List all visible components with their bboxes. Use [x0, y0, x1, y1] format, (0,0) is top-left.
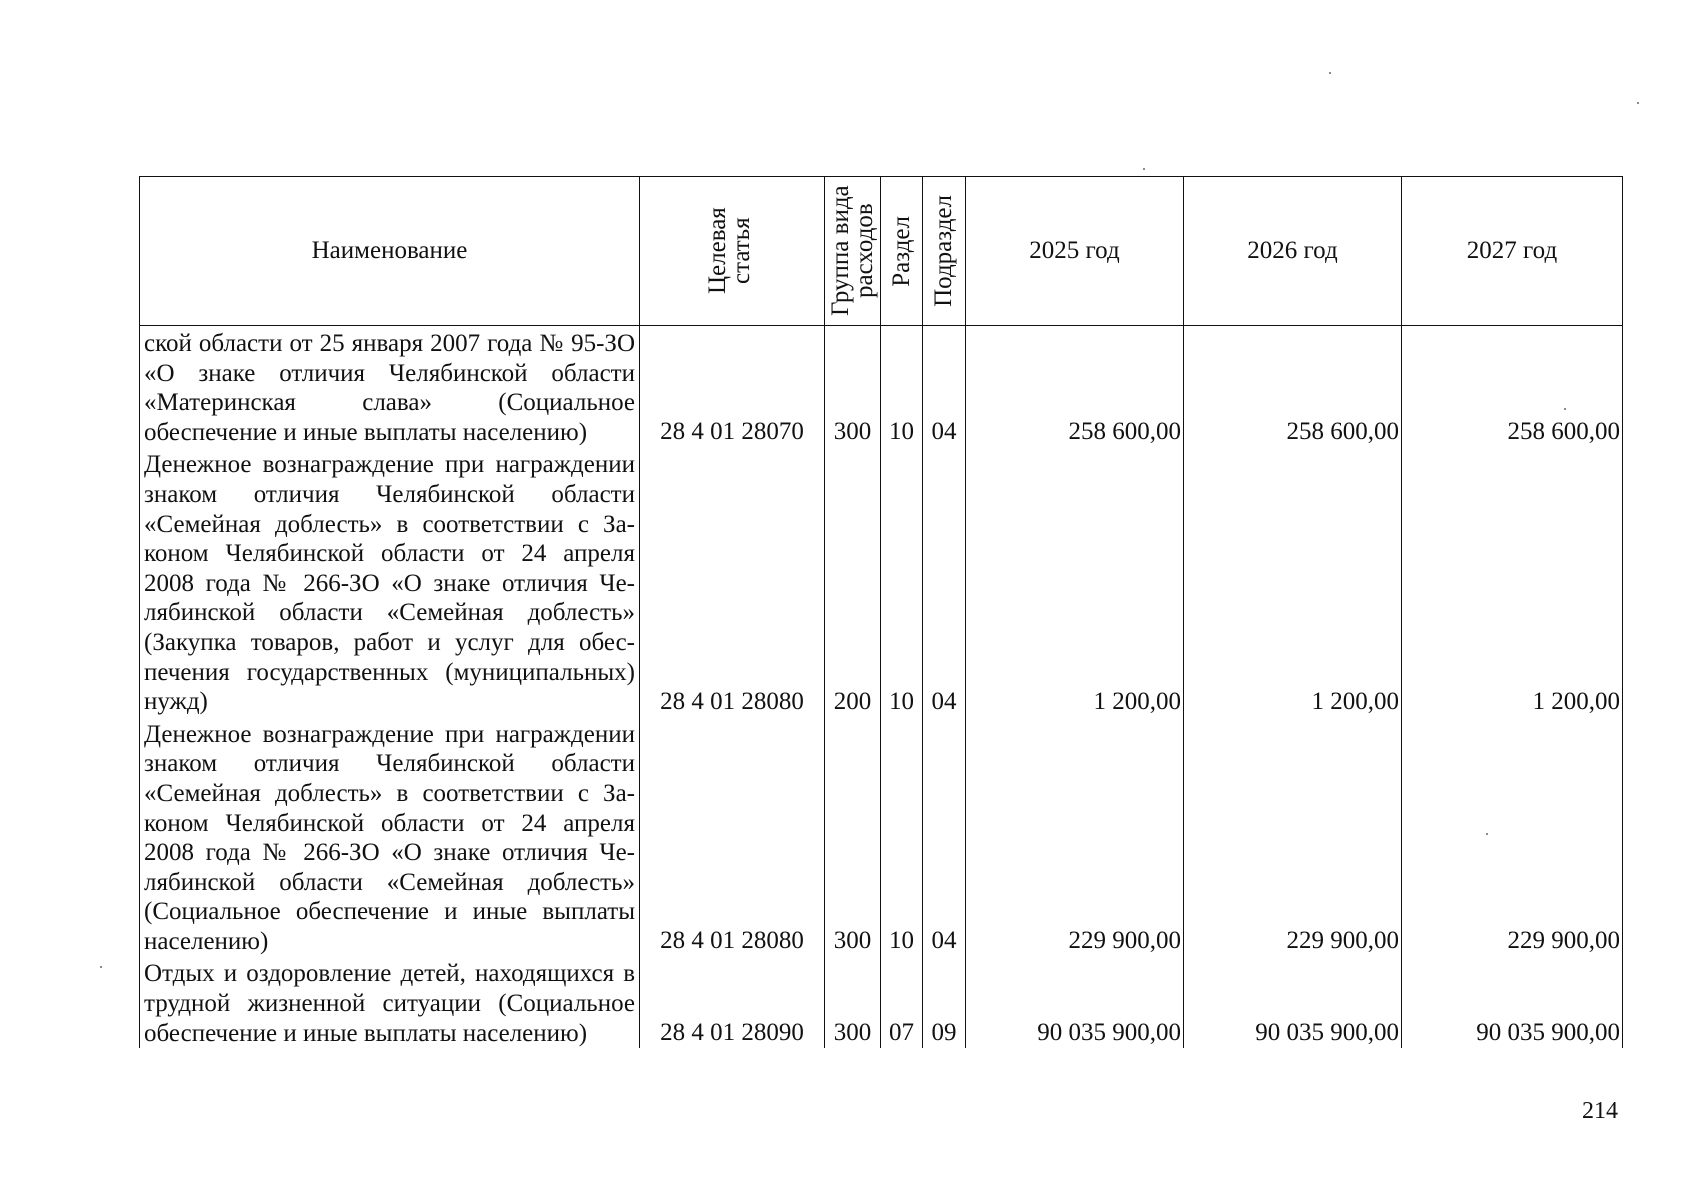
row-subsection: 09	[923, 956, 966, 1048]
row-amount-2027: 229 900,00	[1402, 717, 1623, 957]
row-amount-2026: 229 900,00	[1184, 717, 1402, 957]
row-subsection: 04	[923, 447, 966, 716]
page-number: 214	[1582, 1098, 1618, 1124]
table-row	[140, 447, 1623, 716]
header-target-article-label: Целевая статья	[704, 207, 755, 295]
row-amount-2027: 90 035 900,00	[1402, 956, 1623, 1048]
header-year-2025: 2025 год	[966, 177, 1184, 326]
scan-speck	[1637, 102, 1639, 104]
table-row	[140, 717, 1623, 957]
table-row	[140, 956, 1623, 1048]
row-name: Денежное вознаграждение при награждении знаком отличия Челябинской области «Семейная доблесть» в соответствии с Законом Челябинской области от 24 апреля 2008 года № 266-ЗО «О знаке отличия Челябинской области «Семейная доблесть» (Социальное обеспечение и иные выплаты населению)	[140, 717, 640, 957]
header-expense-group-label: Группа вида расходов	[826, 185, 878, 317]
header-section-label: Раздел	[887, 215, 915, 287]
header-name: Наименование	[140, 177, 640, 326]
row-amount-2026: 1 200,00	[1184, 447, 1402, 716]
row-expense-group: 200	[825, 447, 881, 716]
header-subsection-label: Подраздел	[930, 195, 957, 307]
row-amount-2026: 90 035 900,00	[1184, 956, 1402, 1048]
row-name: ской области от 25 января 2007 года № 95-ЗО «О знаке отличия Челябинской области «Материнская слава» (Социальное обеспечение и иные выплаты населению)	[140, 326, 640, 448]
row-amount-2025: 229 900,00	[966, 717, 1184, 957]
row-name: Денежное вознаграждение при награждении знаком отличия Челябинской области «Семейная доблесть» в соответствии с Законом Челябинской области от 24 апреля 2008 года № 266-ЗО «О знаке отличия Челябинской области «Семейная доблесть» (Закупка товаров, работ и услуг для обеспечения государственных (муниципальных) нужд)	[140, 447, 640, 716]
row-section: 10	[881, 447, 923, 716]
row-target-article: 28 4 01 28080	[640, 717, 825, 957]
row-target-article: 28 4 01 28080	[640, 447, 825, 716]
row-amount-2025: 1 200,00	[966, 447, 1184, 716]
scan-speck	[100, 966, 102, 968]
header-target-article	[640, 177, 825, 326]
row-target-article: 28 4 01 28090	[640, 956, 825, 1048]
row-amount-2027: 1 200,00	[1402, 447, 1623, 716]
row-name: Отдых и оздоровление детей, находящихся в трудной жизненной ситуации (Социальное обеспечение и иные выплаты населению)	[140, 956, 640, 1048]
header-year-2027: 2027 год	[1402, 177, 1623, 326]
budget-table	[139, 176, 1623, 1048]
header-subsection	[923, 177, 966, 326]
row-amount-2025: 258 600,00	[966, 326, 1184, 448]
row-expense-group: 300	[825, 326, 881, 448]
scan-speck	[1329, 72, 1331, 74]
row-section: 10	[881, 717, 923, 957]
row-subsection: 04	[923, 326, 966, 448]
row-expense-group: 300	[825, 956, 881, 1048]
header-year-2026: 2026 год	[1184, 177, 1402, 326]
table-row	[140, 326, 1623, 448]
row-section: 07	[881, 956, 923, 1048]
header-row	[140, 177, 1623, 326]
row-target-article: 28 4 01 28070	[640, 326, 825, 448]
row-amount-2026: 258 600,00	[1184, 326, 1402, 448]
header-section	[881, 177, 923, 326]
row-section: 10	[881, 326, 923, 448]
header-expense-group	[825, 177, 881, 326]
row-subsection: 04	[923, 717, 966, 957]
row-amount-2025: 90 035 900,00	[966, 956, 1184, 1048]
row-amount-2027: 258 600,00	[1402, 326, 1623, 448]
scan-speck	[1564, 408, 1566, 410]
scan-speck	[1143, 168, 1145, 170]
scan-speck	[1486, 833, 1488, 835]
row-expense-group: 300	[825, 717, 881, 957]
